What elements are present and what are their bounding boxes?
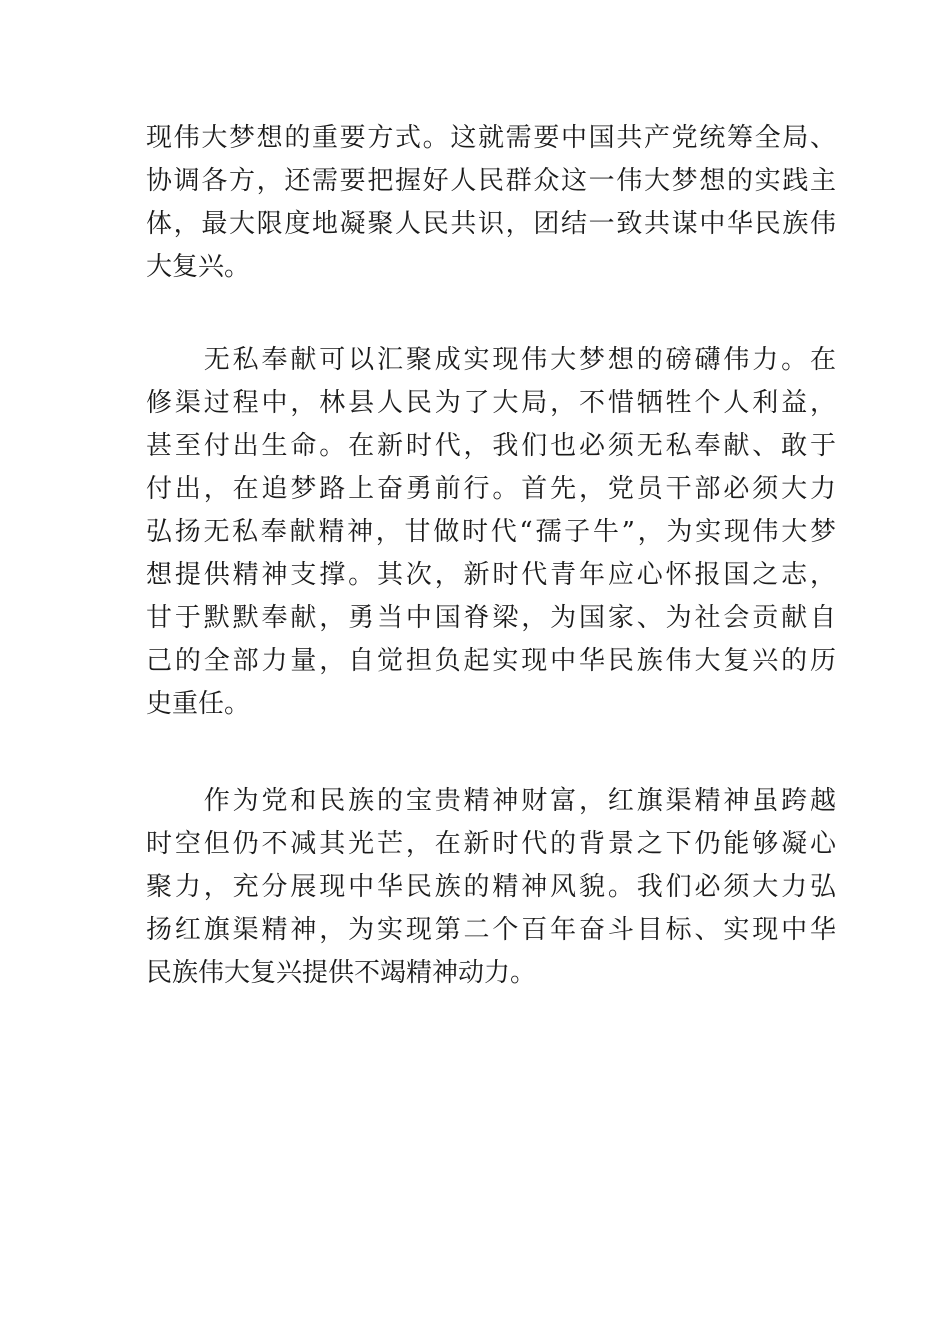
paragraph-line: 扬红旗渠精神，为实现第二个百年奋斗目标、实现中华: [146, 915, 836, 945]
paragraph-line: 作为党和民族的宝贵精神财富，红旗渠精神虽跨越: [146, 786, 836, 816]
paragraph-line: 己的全部力量，自觉担负起实现中华民族伟大复兴的历: [146, 646, 836, 676]
paragraph-line: 体，最大限度地凝聚人民共识，团结一致共谋中华民族伟: [146, 209, 836, 239]
paragraph-1: [146, 117, 836, 289]
paragraph-line: 现伟大梦想的重要方式。这就需要中国共产党统筹全局、: [146, 123, 836, 153]
paragraph-line: 修渠过程中，林县人民为了大局，不惜牺牲个人利益，: [146, 388, 836, 418]
paragraph-line: 时空但仍不减其光芒，在新时代的背景之下仍能够凝心: [146, 829, 836, 859]
paragraph-line: 无私奉献可以汇聚成实现伟大梦想的磅礴伟力。在: [146, 345, 836, 375]
paragraph-line: 弘扬无私奉献精神，甘做时代“孺子牛”，为实现伟大梦: [146, 517, 836, 547]
paragraph-line: 大复兴。: [146, 252, 251, 282]
paragraph-2: [146, 339, 836, 726]
paragraph-line: 甘于默默奉献，勇当中国脊梁，为国家、为社会贡献自: [146, 603, 836, 633]
paragraph-line: 史重任。: [146, 689, 251, 719]
paragraph-line: 付出，在追梦路上奋勇前行。首先，党员干部必须大力: [146, 474, 836, 504]
paragraph-line: 甚至付出生命。在新时代，我们也必须无私奉献、敢于: [146, 431, 836, 461]
paragraph-line: 协调各方，还需要把握好人民群众这一伟大梦想的实践主: [146, 166, 836, 196]
paragraph-line: 聚力，充分展现中华民族的精神风貌。我们必须大力弘: [146, 872, 836, 902]
paragraph-line: 想提供精神支撑。其次，新时代青年应心怀报国之志，: [146, 560, 836, 590]
paragraph-3: [146, 780, 836, 995]
paragraph-line: 民族伟大复兴提供不竭精神动力。: [146, 958, 537, 988]
